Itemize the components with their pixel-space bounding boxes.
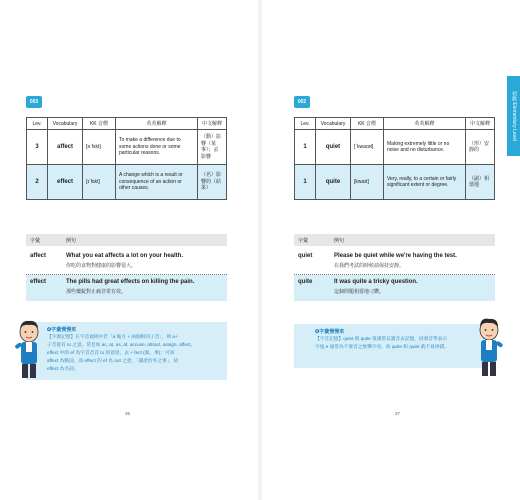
tip-title: ✪字彙慢慢來 [315, 329, 345, 335]
student-character-icon [12, 318, 46, 380]
tip-line: 字尾 e 通常為不發音之無聲字母，故 quite 和 quiet 就不易拼錯。 [315, 344, 449, 349]
header-level: Lev. [27, 118, 48, 130]
example-header-sentence: 例句 [66, 238, 77, 244]
english-definition-cell: A change which is a result or consequence of an action or other causes. [116, 165, 198, 200]
page-number: 37 [395, 411, 401, 416]
tip-line: 【字源記憶】在字首規則中若「a 後方 + 兩個相同子音」，則 a+ [47, 334, 178, 339]
level-cell: 2 [27, 165, 48, 200]
tip-line: 子音從有 to 之意。常見如 ac, at, as, af, accuse, attract, assign, affect。 [47, 342, 196, 347]
tip-title-text: 字彙慢慢來 [319, 329, 345, 335]
tip-line: affect 為動詞，而 effect 的 ef 為 out 之意，「讓產於外之事」，故 [47, 358, 179, 363]
example-sentence: It was quite a tricky question. [334, 279, 418, 285]
kk-cell: [ˋkwaɪət] [351, 130, 384, 165]
header-level: Lev. [295, 118, 316, 130]
example-header-sentence: 例句 [334, 238, 345, 244]
chinese-definition-cell: （副）相當地 [466, 165, 495, 200]
example-header-word: 字彙 [298, 238, 309, 244]
english-definition-cell: Making extremely little or no noise and no disturbance. [384, 130, 466, 165]
header-kk: KK 音標 [351, 118, 384, 130]
example-translation: 這個問題相當地刁鑽。 [334, 289, 385, 295]
vocab-table [294, 117, 495, 200]
header-english-definition: 英英解釋 [384, 118, 466, 130]
kk-cell: [əˋfɛkt] [83, 130, 116, 165]
tip-line: effect 為名詞。 [47, 366, 79, 371]
tip-text [47, 333, 195, 373]
example-sentence: What you eat affects a lot on your health. [66, 253, 184, 259]
header-chinese-definition: 中文解釋 [198, 118, 227, 130]
example-header-word: 字彙 [30, 238, 41, 244]
example-header [294, 234, 495, 246]
right-page [260, 0, 520, 500]
page-number: 36 [125, 411, 131, 416]
example-row [294, 275, 495, 301]
vocab-header-row [295, 118, 495, 130]
memory-tip-box [294, 324, 484, 368]
example-word: effect [30, 279, 47, 285]
example-header [26, 234, 227, 246]
chinese-definition-cell: （名）影響的（結果） [198, 165, 227, 200]
kk-cell: [kwaɪt] [351, 165, 384, 200]
tip-line: effect 中的 ef 為字首音首 to 的意思，去 + fect (做、事)；可知 [47, 350, 175, 355]
example-word: quite [298, 279, 313, 285]
entry-number-badge: 003 [26, 96, 42, 108]
example-row [294, 249, 495, 275]
english-definition-cell: To make a difference due to some actions done or some particular reasons. [116, 130, 198, 165]
level-side-tab: 初級 Elementary Level [507, 76, 520, 156]
example-translation: 你吃的食物對健康的影響很大。 [66, 263, 137, 269]
header-vocabulary: Vocabulary [316, 118, 351, 130]
example-row [26, 249, 227, 275]
level-cell: 1 [295, 165, 316, 200]
chinese-definition-cell: （形）安靜的 [466, 130, 495, 165]
vocab-row [27, 165, 227, 200]
word-cell: affect [48, 130, 83, 165]
header-english-definition: 英英解釋 [116, 118, 198, 130]
vocab-header-row [27, 118, 227, 130]
tip-text [315, 335, 449, 351]
header-chinese-definition: 中文解釋 [466, 118, 495, 130]
example-sentence: The pills had great effects on killing the pain. [66, 279, 195, 285]
vocab-table [26, 117, 227, 200]
vocab-row [295, 130, 495, 165]
chinese-definition-cell: （動）影響（某事）；丟影響 [198, 130, 227, 165]
example-word: affect [30, 253, 47, 259]
student-character-icon [472, 316, 506, 378]
vocab-row [295, 165, 495, 200]
example-row [26, 275, 227, 301]
vocab-row [27, 130, 227, 165]
word-cell: quite [316, 165, 351, 200]
header-vocabulary: Vocabulary [48, 118, 83, 130]
english-definition-cell: Very, really, to a certain or fairly significant extent or degree. [384, 165, 466, 200]
memory-tip-box [26, 322, 227, 380]
header-kk: KK 音標 [83, 118, 116, 130]
entry-number-badge: 002 [294, 96, 310, 108]
level-cell: 3 [27, 130, 48, 165]
example-word: quiet [298, 253, 313, 259]
kk-cell: [ɪˋfɛkt] [83, 165, 116, 200]
tip-line: 【字音記憶】quiet 與 quite 很適常以讀音去記憶，因發音學表示 [315, 336, 448, 341]
example-translation: 在我們考試的時候請保持安靜。 [334, 263, 405, 269]
word-cell: effect [48, 165, 83, 200]
tip-title: ✪字彙慢慢來 [47, 327, 77, 333]
example-translation: 那些藥錠對止痛非常有效。 [66, 289, 127, 295]
word-cell: quiet [316, 130, 351, 165]
example-sentence: Please be quiet while we're having the test. [334, 253, 457, 259]
tip-title-text: 字彙慢慢來 [51, 327, 77, 333]
level-cell: 1 [295, 130, 316, 165]
